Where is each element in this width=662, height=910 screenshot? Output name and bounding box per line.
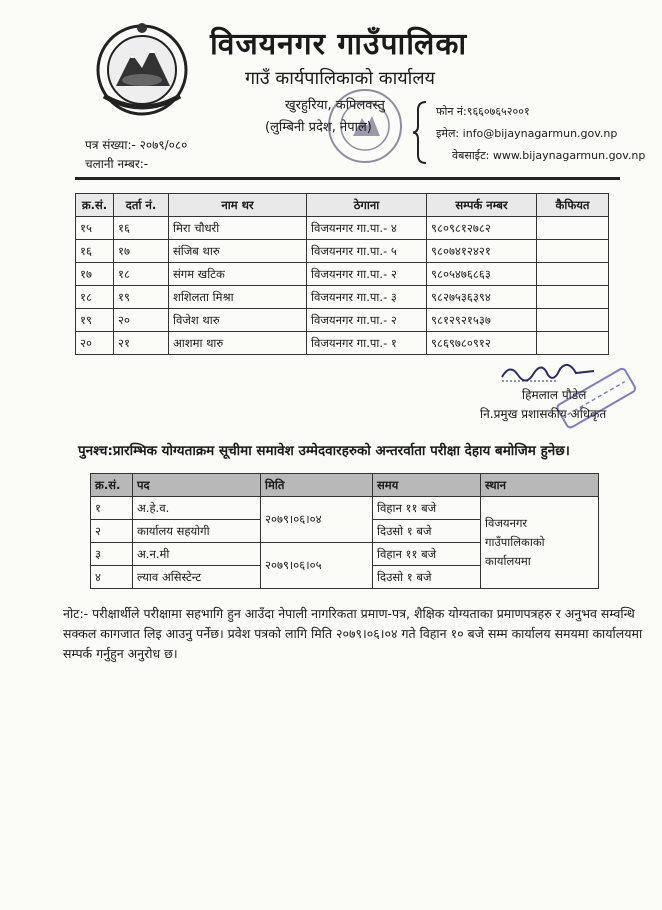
signatory-name: हिमलाल पौडेल (522, 388, 587, 402)
table-row (76, 240, 609, 263)
date-cell: २०७९।०६।०४ (261, 497, 373, 543)
table-cell: अ.हे.व. (133, 497, 261, 520)
table-row (76, 309, 609, 332)
table-row (91, 497, 599, 520)
table-cell (537, 332, 609, 355)
table-cell: १६ (114, 217, 169, 240)
column-header: ठेगाना (307, 194, 427, 217)
table-header-row (76, 194, 609, 217)
table-cell: शशिलता मिश्रा (169, 286, 307, 309)
time-cell: दिउसो १ बजे (373, 566, 481, 589)
column-header: सम्पर्क नम्बर (427, 194, 537, 217)
table-cell (537, 263, 609, 286)
candidates-table (75, 193, 609, 355)
interview-schedule-table (90, 473, 599, 589)
venue-line: गाउँपालिकाको (485, 535, 545, 549)
table-cell: १७ (76, 263, 114, 286)
table-cell: २१ (114, 332, 169, 355)
column-header: क्र.सं. (76, 194, 114, 217)
column-header: मिति (261, 474, 373, 497)
table-cell (537, 217, 609, 240)
table-cell: १ (91, 497, 133, 520)
column-header: पद (133, 474, 261, 497)
phone-number: फोन नं:९६६०७६५२००१ (436, 105, 530, 118)
column-header: दर्ता नं. (114, 194, 169, 217)
table-row (76, 263, 609, 286)
column-header: नाम थर (169, 194, 307, 217)
time-cell: विहान ११ बजे (373, 497, 481, 520)
table-cell: विजयनगर गा.पा.- २ (307, 263, 427, 286)
table-cell: ९८०७४१२४२१ (427, 240, 537, 263)
table-cell: विजयनगर गा.पा.- १ (307, 332, 427, 355)
table-cell: संजिब थारु (169, 240, 307, 263)
table-row (76, 217, 609, 240)
table-cell (537, 309, 609, 332)
table-cell: अ.न.मी (133, 543, 261, 566)
table-cell: २० (114, 309, 169, 332)
column-header: क्र.सं. (91, 474, 133, 497)
table-cell: मिरा चौधरी (169, 217, 307, 240)
table-cell: आशमा थारु (169, 332, 307, 355)
table-cell: विजेश थारु (169, 309, 307, 332)
table-cell: ९८१२९२१५३७ (427, 309, 537, 332)
table-cell: २ (91, 520, 133, 543)
date-cell: २०७९।०६।०५ (261, 543, 373, 589)
table-cell: २० (76, 332, 114, 355)
government-emblem-icon (92, 18, 192, 118)
table-cell: ९८६९७८०९१२ (427, 332, 537, 355)
office-subtitle: गाउँ कार्यपालिकाको कार्यालय (245, 68, 435, 89)
time-cell: दिउसो १ बजे (373, 520, 481, 543)
table-cell: १९ (114, 286, 169, 309)
table-cell: विजयनगर गा.पा.- २ (307, 309, 427, 332)
table-header-row (91, 474, 599, 497)
table-row (76, 286, 609, 309)
postscript-heading: पुनश्च:प्रारम्भिक योग्यताक्रम सूचीमा समावेश उम्मेदवारहरुको अन्तरर्वाता परीक्षा देहाय बमोजिम हुनेछ। (78, 443, 570, 459)
signatory-title: नि.प्रमुख प्रशासकीय अधिकृत (480, 407, 607, 421)
table-cell: ३ (91, 543, 133, 566)
table-cell: विजयनगर गा.पा.- ४ (307, 217, 427, 240)
office-title: विजयनगर गाउँपालिका (210, 27, 468, 62)
venue-line: विजयनगर (485, 516, 528, 530)
header-divider (75, 177, 620, 180)
table-cell: ल्याव असिस्टेन्ट (133, 566, 261, 589)
table-cell: १७ (114, 240, 169, 263)
table-cell: १६ (76, 240, 114, 263)
email-address: इमेल: info@bijaynagarmun.gov.np (436, 127, 618, 140)
column-header: स्थान (481, 474, 599, 497)
note-paragraph: नोट:- परीक्षार्थीले परीक्षामा सहभागि हुन आउँदा नेपाली नागरिकता प्रमाण-पत्र, शैक्षिक योग्यताका प्रमाणपत्रहरु र अनुभव सम्वन्धि सक्कल कागजात लिइ आउनु पर्नेछ। प्रवेश पत्रको लागि मिति २०७९।०६।०४ गते विहान १० बजे सम्म कार्यालय समयमा कार्यालयमा सम्पर्क गर्नुहुन अनुरोध छ। (63, 606, 643, 661)
table-row (76, 332, 609, 355)
table-cell (537, 286, 609, 309)
contact-brace-icon (412, 100, 428, 165)
website-address: वेबसाईट: www.bijaynagarmun.gov.np (452, 149, 646, 162)
venue-line: कार्यालयमा (485, 554, 531, 568)
table-cell: विजयनगर गा.पा.- ५ (307, 240, 427, 263)
table-cell: १९ (76, 309, 114, 332)
table-cell: १८ (114, 263, 169, 286)
column-header: कैफियत (537, 194, 609, 217)
letter-number: पत्र संख्या:- २०७९/०८० (85, 138, 188, 152)
column-header: समय (373, 474, 481, 497)
table-cell: ९८२७५३६३९४ (427, 286, 537, 309)
table-cell: १८ (76, 286, 114, 309)
table-cell: विजयनगर गा.पा.- ३ (307, 286, 427, 309)
table-cell: ९८०५४७६८६३ (427, 263, 537, 286)
dispatch-number: चलानी नम्बर:- (85, 157, 149, 171)
table-cell: ९८०९८१२७८२ (427, 217, 537, 240)
table-cell: कार्यालय सहयोगी (133, 520, 261, 543)
address-line-1: खुरहुरिया, कपिलवस्तु (285, 98, 385, 113)
table-cell: संगम खटिक (169, 263, 307, 286)
time-cell: विहान ११ बजे (373, 543, 481, 566)
table-cell: १५ (76, 217, 114, 240)
table-cell: ४ (91, 566, 133, 589)
address-line-2: (लुम्बिनी प्रदेश, नेपाल) (265, 120, 372, 135)
venue-cell (481, 497, 599, 589)
table-cell (537, 240, 609, 263)
